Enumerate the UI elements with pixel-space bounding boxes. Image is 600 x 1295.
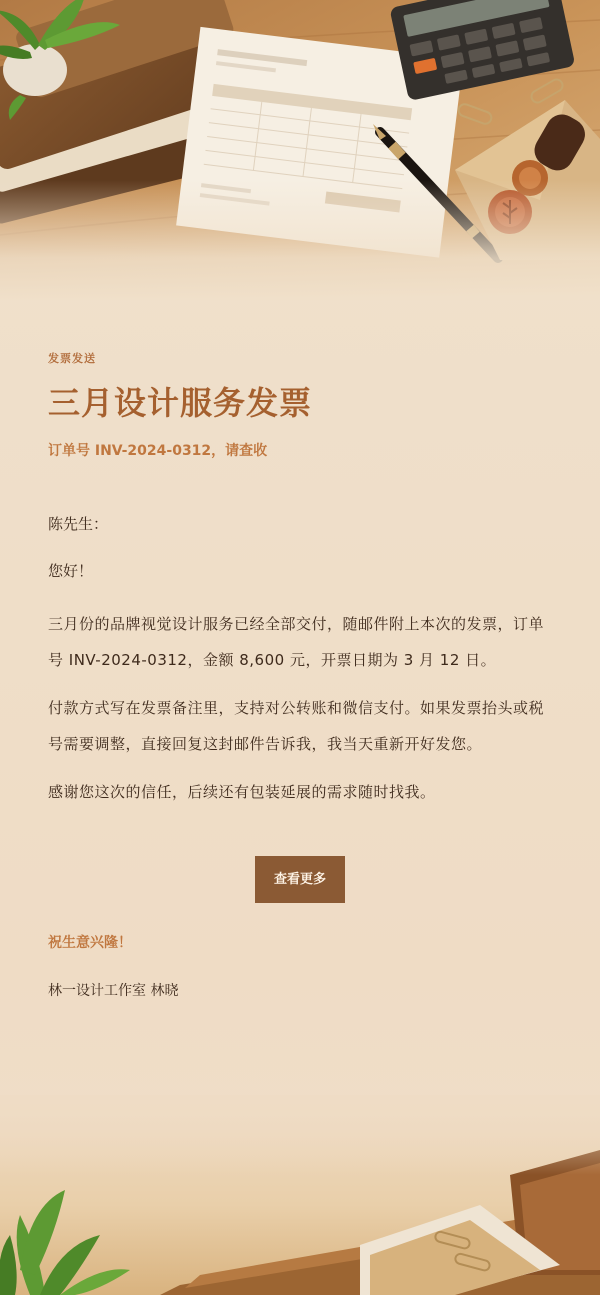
closing-line: 祝生意兴隆！	[48, 935, 132, 952]
paragraph-thanks: 感谢您这次的信任，后续还有包装延展的需求随时找我。	[48, 783, 436, 802]
cta-wrapper	[48, 856, 552, 903]
paragraph-invoice-details: 三月份的品牌视觉设计服务已经全部交付，随邮件附上本次的发票，订单号 INV-2024-0312，金额 8,600 元，开票日期为 3 月 12 日。	[48, 615, 545, 670]
email-subtitle: 订单号 INV-2024-0312，请查收	[48, 443, 268, 460]
signature: 林一设计工作室 林晓	[48, 983, 179, 1000]
email-body	[48, 350, 548, 1000]
header-illustration	[0, 0, 600, 300]
view-more-button[interactable]: 查看更多	[255, 856, 345, 903]
salutation: 陈先生：	[48, 515, 109, 534]
email-title: 三月设计服务发票	[48, 384, 313, 422]
eyebrow-label: 发票发送	[48, 352, 96, 365]
greeting: 您好！	[48, 562, 94, 581]
footer-fade	[0, 1095, 600, 1175]
paragraph-payment-info: 付款方式写在发票备注里，支持对公转账和微信支付。如果发票抬头或税号需要调整，直接回复这封邮件告诉我，我当天重新开好发您。	[48, 699, 545, 754]
footer-illustration	[0, 1095, 600, 1295]
header-fade	[0, 180, 600, 300]
